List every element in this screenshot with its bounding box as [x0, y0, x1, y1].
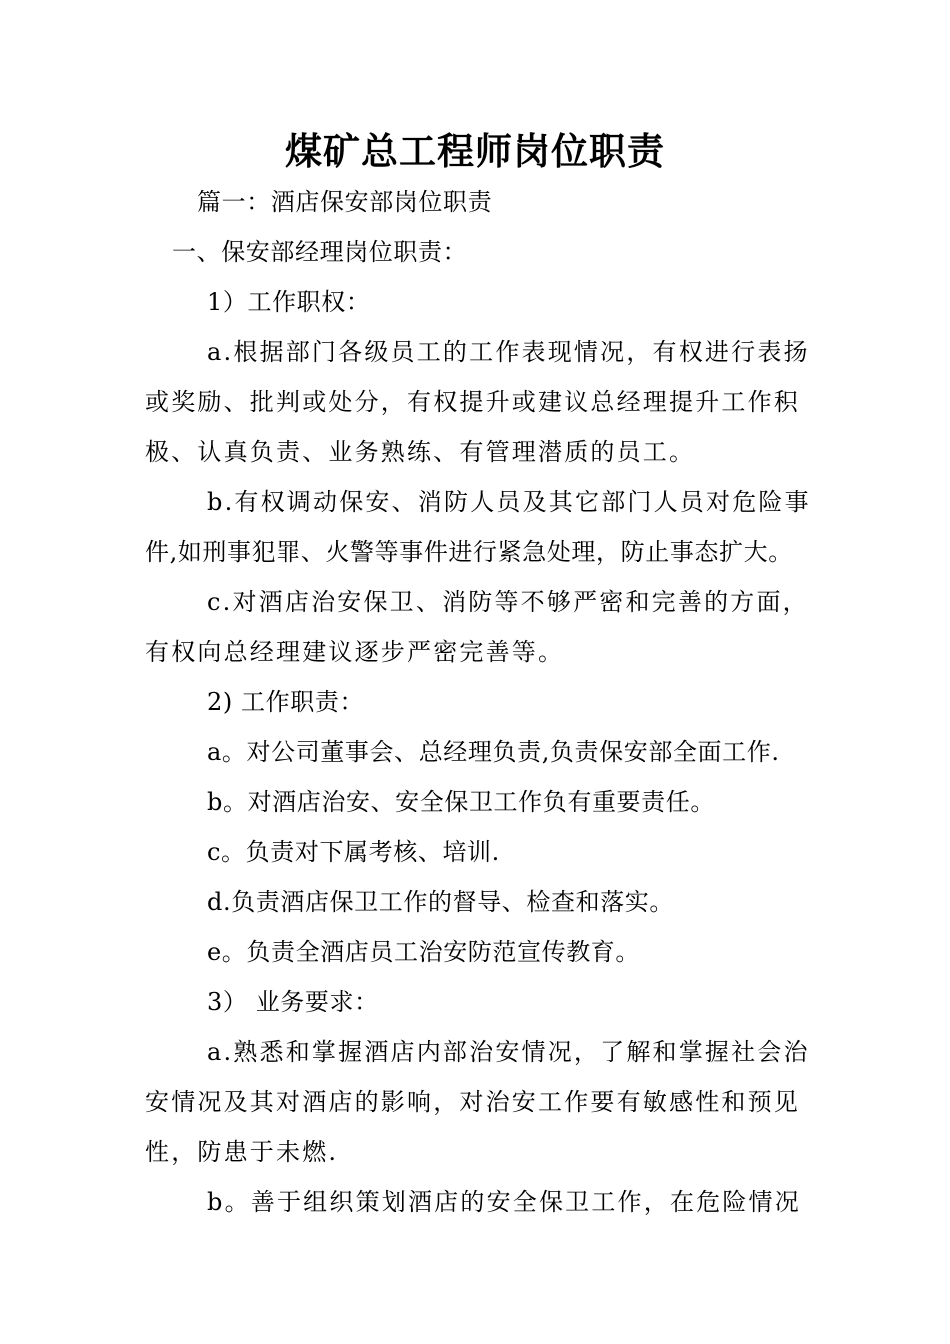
- item-heading: 1）工作职权：: [207, 288, 371, 316]
- paragraph-line: a.熟悉和掌握酒店内部治安情况，了解和掌握社会治: [207, 1038, 810, 1066]
- paragraph-line: c.对酒店治安保卫、消防等不够严密和完善的方面，: [207, 588, 809, 616]
- section-heading: 篇一：酒店保安部岗位职责: [197, 188, 493, 216]
- list-item: d.负责酒店保卫工作的督导、检查和落实。: [207, 888, 674, 916]
- paragraph-line: 件,如刑事犯罪、火警等事件进行紧急处理，防止事态扩大。: [145, 538, 793, 566]
- list-item: b。对酒店治安、安全保卫工作负有重要责任。: [207, 788, 715, 816]
- list-item: a。对公司董事会、总经理负责,负责保安部全面工作.: [207, 738, 780, 766]
- paragraph-line: b.有权调动保安、消防人员及其它部门人员对危险事: [207, 488, 811, 516]
- list-item: e。负责全酒店员工治安防范宣传教育。: [207, 938, 641, 966]
- list-item: c。负责对下属考核、培训.: [207, 838, 500, 866]
- paragraph-line: 有权向总经理建议逐步严密完善等。: [145, 638, 565, 666]
- document-title: 煤矿总工程师岗位职责: [285, 129, 665, 173]
- paragraph-line: a.根据部门各级员工的工作表现情况，有权进行表扬: [207, 338, 810, 366]
- item-heading: 2) 工作职责：: [207, 688, 365, 716]
- paragraph-line: 安情况及其对酒店的影响，对治安工作要有敏感性和预见: [145, 1088, 800, 1116]
- paragraph-line: 极、认真负责、业务熟练、有管理潜质的员工。: [145, 438, 696, 466]
- paragraph-line: 性，防患于未燃.: [145, 1138, 339, 1166]
- subsection-heading: 一、保安部经理岗位职责：: [172, 238, 468, 266]
- paragraph-line: b。善于组织策划酒店的安全保卫工作，在危险情况: [207, 1188, 801, 1216]
- paragraph-line: 或奖励、批判或处分，有权提升或建议总经理提升工作积: [145, 388, 800, 416]
- item-heading: 3） 业务要求：: [207, 988, 379, 1016]
